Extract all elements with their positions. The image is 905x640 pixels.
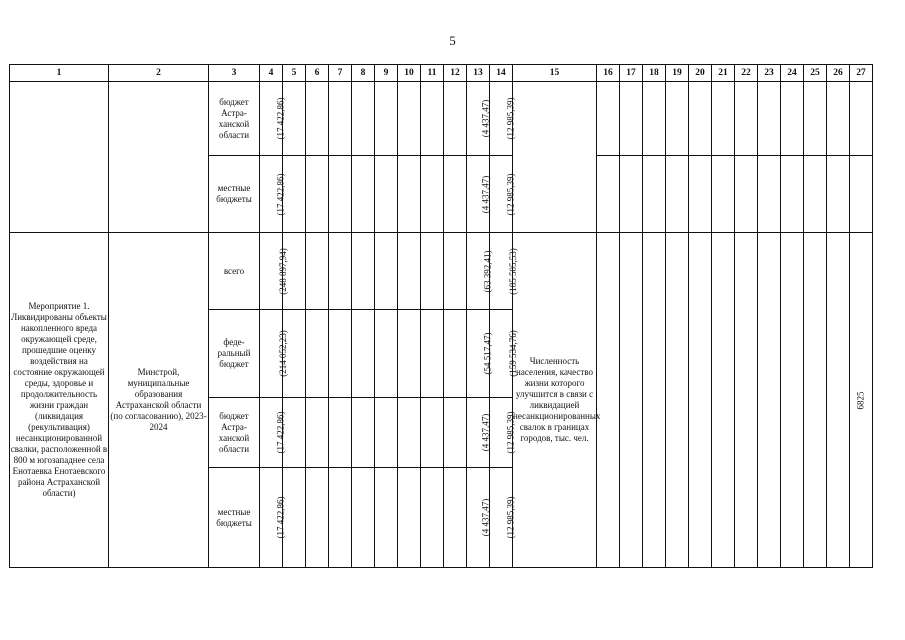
empty-cell [689,82,712,156]
amount-col14-value: (185 505,53) [507,247,518,295]
header-cell: 27 [850,65,873,82]
empty-cell [329,82,352,156]
empty-cell [398,82,421,156]
indicator-cell: Численность населения, качество жизни которого улучшится в связи с ликвидацией несанкционированных свалок в границах городов, тыс. чел. [513,233,597,568]
empty-cell [804,82,827,156]
header-cell: 5 [283,65,306,82]
amount-col4-value: (17 422,86) [275,496,286,539]
empty-cell [352,156,375,233]
amount-col4 [260,398,286,468]
empty-cell [421,468,444,568]
empty-cell [758,82,781,156]
empty-cell [597,156,620,233]
empty-cell [398,233,421,310]
empty-cell [375,156,398,233]
empty-cell [375,82,398,156]
amount-col4-value: (248 897,94) [277,247,288,295]
empty-cell [758,156,781,233]
indicator-cell-empty [513,82,597,233]
header-cell: 20 [689,65,712,82]
empty-cell [375,310,398,398]
amount-col4 [260,233,288,310]
empty-cell [597,233,620,568]
header-cell: 23 [758,65,781,82]
page-number: 5 [449,33,456,48]
empty-cell [804,156,827,233]
header-row [10,65,873,82]
empty-cell [781,233,804,568]
empty-cell [620,82,643,156]
empty-cell [850,156,873,233]
amount-col14 [490,156,516,233]
amount-col13 [467,233,493,310]
empty-cell [444,468,467,568]
amount-col4-value: (17 422,86) [275,173,286,215]
measure-cell-empty [10,82,109,233]
empty-cell [329,398,352,468]
empty-cell [444,310,467,398]
funding-source-cell: местные бюджеты [209,468,260,568]
header-cell: 15 [513,65,597,82]
header-cell: 19 [666,65,689,82]
header-cell: 25 [804,65,827,82]
amount-col14 [490,398,516,468]
empty-cell [444,398,467,468]
header-cell: 1 [10,65,109,82]
header-cell: 24 [781,65,804,82]
empty-cell [421,398,444,468]
amount-col13-value: (4 437,47) [480,175,491,213]
header-cell: 26 [827,65,850,82]
table-row [10,233,873,310]
empty-cell [827,233,850,568]
amount-col14-value: (12 985,39) [505,97,516,140]
amount-col14 [490,468,516,568]
empty-cell [597,82,620,156]
header-cell: 10 [398,65,421,82]
header-cell: 6 [306,65,329,82]
empty-cell [398,468,421,568]
empty-cell [421,310,444,398]
header-cell: 2 [109,65,209,82]
amount-col13-value: (4 437,47) [480,413,491,452]
header-cell: 3 [209,65,260,82]
measure-description: Мероприятие 1. Ликвидированы объекты накопленного вреда окружающей среде, прошедшие оценку воздействия на состояние окружающей среды, здоровье и продолжительность жизни граждан (ликвидация (рекультивация) несанкционированной свалки, расположенной в 800 м югозападнее села Енотаевка Енотаевского района Астраханской области) [10,233,109,568]
amount-col13 [467,156,490,233]
target-value: 6825 [855,391,866,409]
empty-cell [306,468,329,568]
empty-cell [643,233,666,568]
header-cell: 9 [375,65,398,82]
empty-cell [306,82,329,156]
empty-cell [689,156,712,233]
empty-cell [329,468,352,568]
header-cell: 17 [620,65,643,82]
empty-cell [398,310,421,398]
amount-col4-value: (214 052,23) [277,330,288,377]
executor-cell-empty [109,82,209,233]
empty-cell [352,82,375,156]
header-cell: 14 [490,65,513,82]
empty-cell [398,156,421,233]
amount-col13-value: (4 437,47) [480,498,491,537]
amount-col4 [260,82,286,156]
empty-cell [827,82,850,156]
target-value-cell [850,233,873,568]
funding-source-cell: бюджет Астра-ханской области [209,82,260,156]
amount-col13-value: (63 392,41) [482,250,493,292]
empty-cell [827,156,850,233]
empty-cell [781,156,804,233]
empty-cell [444,156,467,233]
empty-cell [306,310,329,398]
empty-cell [689,233,712,568]
header-cell: 8 [352,65,375,82]
empty-cell [352,468,375,568]
amount-col14 [490,82,516,156]
funding-source-cell: всего [209,233,260,310]
amount-col14-value: (12 985,39) [505,173,516,215]
amount-col14-value: (12 985,39) [505,411,516,454]
table-row [10,82,873,156]
amount-col13-value: (54 517,47) [482,332,493,375]
empty-cell [666,233,689,568]
amount-col4-value: (17 422,86) [275,411,286,454]
empty-cell [421,156,444,233]
empty-cell [306,156,329,233]
empty-cell [758,233,781,568]
empty-cell [666,82,689,156]
empty-cell [375,233,398,310]
header-cell: 16 [597,65,620,82]
empty-cell [850,82,873,156]
empty-cell [735,156,758,233]
empty-cell [375,398,398,468]
header-cell: 7 [329,65,352,82]
header-cell: 4 [260,65,283,82]
empty-cell [306,233,329,310]
empty-cell [712,156,735,233]
budget-table [9,64,873,568]
amount-col13 [467,82,490,156]
empty-cell [444,233,467,310]
empty-cell [329,156,352,233]
empty-cell [735,233,758,568]
header-cell: 11 [421,65,444,82]
empty-cell [352,398,375,468]
funding-source-cell: местные бюджеты [209,156,260,233]
header-cell: 18 [643,65,666,82]
empty-cell [620,156,643,233]
amount-col14-value: (12 985,39) [505,496,516,539]
empty-cell [804,233,827,568]
amount-col4 [260,468,286,568]
empty-cell [444,82,467,156]
empty-cell [620,233,643,568]
header-cell: 21 [712,65,735,82]
funding-source-cell: феде-ральный бюджет [209,310,260,398]
amount-col13 [467,398,490,468]
amount-col4 [260,310,288,398]
empty-cell [375,468,398,568]
empty-cell [421,233,444,310]
amount-col14-value: (159 534,76) [507,330,518,377]
empty-cell [781,82,804,156]
empty-cell [712,82,735,156]
empty-cell [306,398,329,468]
empty-cell [352,310,375,398]
empty-cell [643,82,666,156]
amount-col4 [260,156,286,233]
empty-cell [352,233,375,310]
empty-cell [421,82,444,156]
amount-col13 [467,468,490,568]
amount-col13-value: (4 437,47) [480,99,491,138]
empty-cell [666,156,689,233]
header-cell: 12 [444,65,467,82]
empty-cell [712,233,735,568]
empty-cell [398,398,421,468]
executor-cell: Минстрой, муниципальные образования Астраханской области (по согласованию), 2023-2024 [109,233,209,568]
header-cell: 13 [467,65,490,82]
empty-cell [735,82,758,156]
amount-col4-value: (17 422,86) [275,97,286,140]
empty-cell [643,156,666,233]
empty-cell [329,233,352,310]
header-cell: 22 [735,65,758,82]
amount-col13 [467,310,493,398]
empty-cell [329,310,352,398]
funding-source-cell: бюджет Астра-ханской области [209,398,260,468]
